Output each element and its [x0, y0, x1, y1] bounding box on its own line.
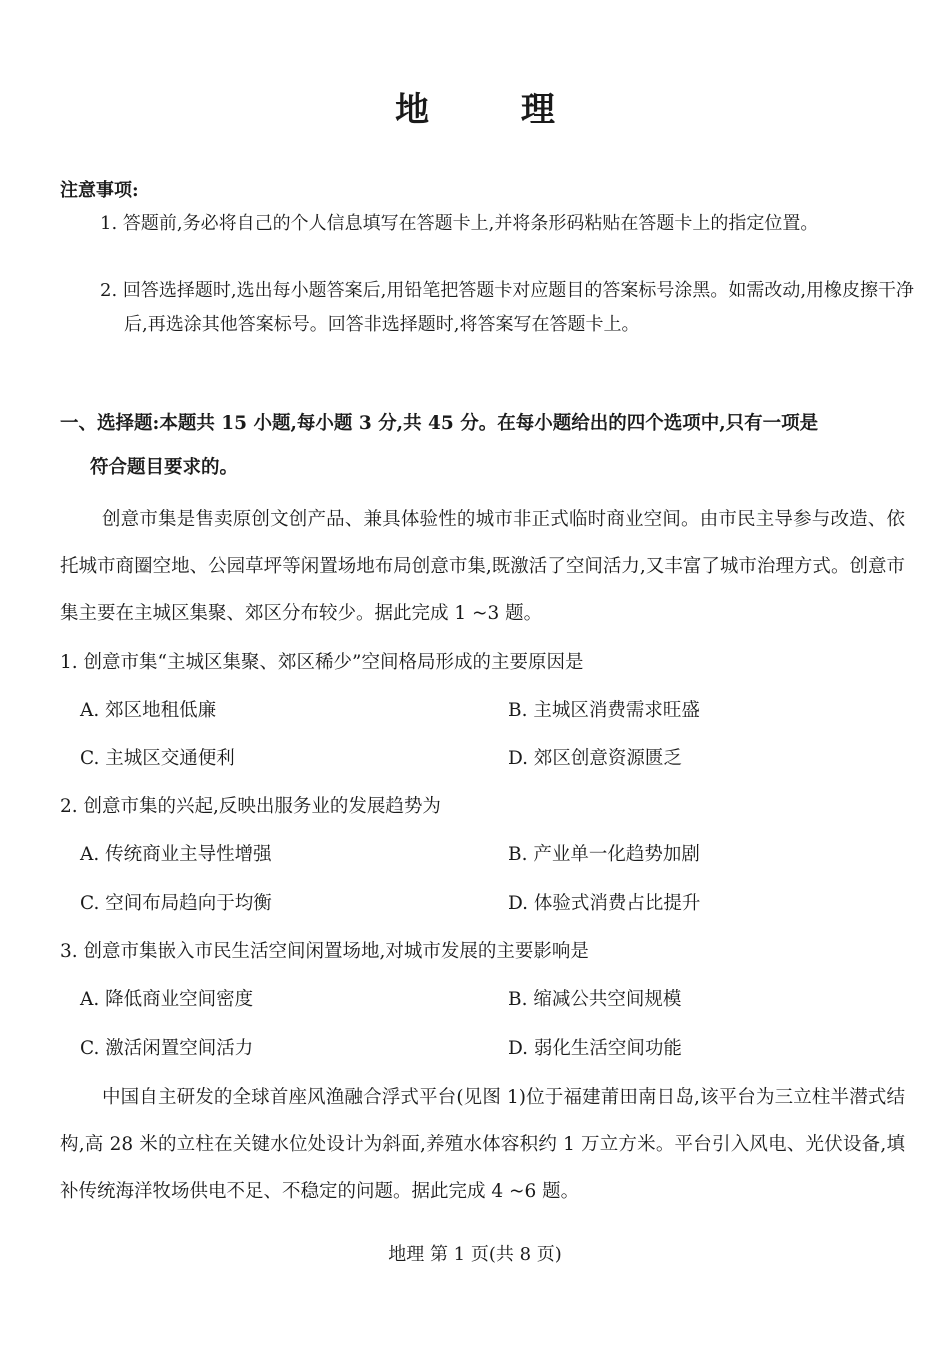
section-heading-line1: 一、选择题:本题共 15 小题,每小题 3 分,共 45 分。在每小题给出的四个选项中,只有一项是: [60, 413, 819, 434]
section-heading-line2: 符合题目要求的。: [90, 457, 239, 478]
notice-heading: 注意事项:: [60, 180, 139, 201]
question-2-option-d: D. 体验式消费占比提升: [508, 893, 701, 914]
question-3-option-b: B. 缩减公共空间规模: [508, 989, 682, 1010]
question-2-stem: 2. 创意市集的兴起,反映出服务业的发展趋势为: [60, 796, 441, 817]
page-footer: 地理 第 1 页(共 8 页): [388, 1244, 562, 1265]
question-1-option-d: D. 郊区创意资源匮乏: [508, 748, 682, 769]
question-3-stem: 3. 创意市集嵌入市民生活空间闲置场地,对城市发展的主要影响是: [60, 941, 589, 962]
question-1-option-b: B. 主城区消费需求旺盛: [508, 700, 700, 721]
passage-1: 创意市集是售卖原创文创产品、兼具体验性的城市非正式临时商业空间。由市民主导参与改造、依托城市商圈空地、公园草坪等闲置场地布局创意市集,既激活了空间活力,又丰富了城市治理方式。创意市集主要在主城区集聚、郊区分布较少。据此完成 1 ~3 题。: [60, 509, 905, 624]
page-title: 地 理: [395, 90, 595, 130]
question-1-option-a: A. 郊区地租低廉: [80, 700, 217, 721]
notice-item-2: 2. 回答选择题时,选出每小题答案后,用铅笔把答题卡对应题目的答案标号涂黑。如需改动,用橡皮擦干净后,再选涂其他答案标号。回答非选择题时,将答案写在答题卡上。: [100, 280, 915, 335]
question-1-option-c: C. 主城区交通便利: [80, 748, 235, 769]
question-3-option-d: D. 弱化生活空间功能: [508, 1038, 682, 1059]
question-2-option-b: B. 产业单一化趋势加剧: [508, 844, 700, 865]
section-heading: [60, 402, 905, 490]
question-2-option-c: C. 空间布局趋向于均衡: [80, 893, 272, 914]
notice-item-1: 1. 答题前,务必将自己的个人信息填写在答题卡上,并将条形码粘贴在答题卡上的指定位置。: [100, 213, 819, 234]
question-1-stem: 1. 创意市集“主城区集聚、郊区稀少”空间格局形成的主要原因是: [60, 652, 584, 673]
question-2-option-a: A. 传统商业主导性增强: [80, 844, 272, 865]
passage-2: 中国自主研发的全球首座风渔融合浮式平台(见图 1)位于福建莆田南日岛,该平台为三立柱半潜式结构,高 28 米的立柱在关键水位处设计为斜面,养殖水体容积约 1 万立方米。平台引入风电、光伏设备,填补传统海洋牧场供电不足、不稳定的问题。据此完成 4 ~6 题。: [60, 1087, 905, 1202]
question-3-option-c: C. 激活闲置空间活力: [80, 1038, 254, 1059]
question-3-option-a: A. 降低商业空间密度: [80, 989, 254, 1010]
